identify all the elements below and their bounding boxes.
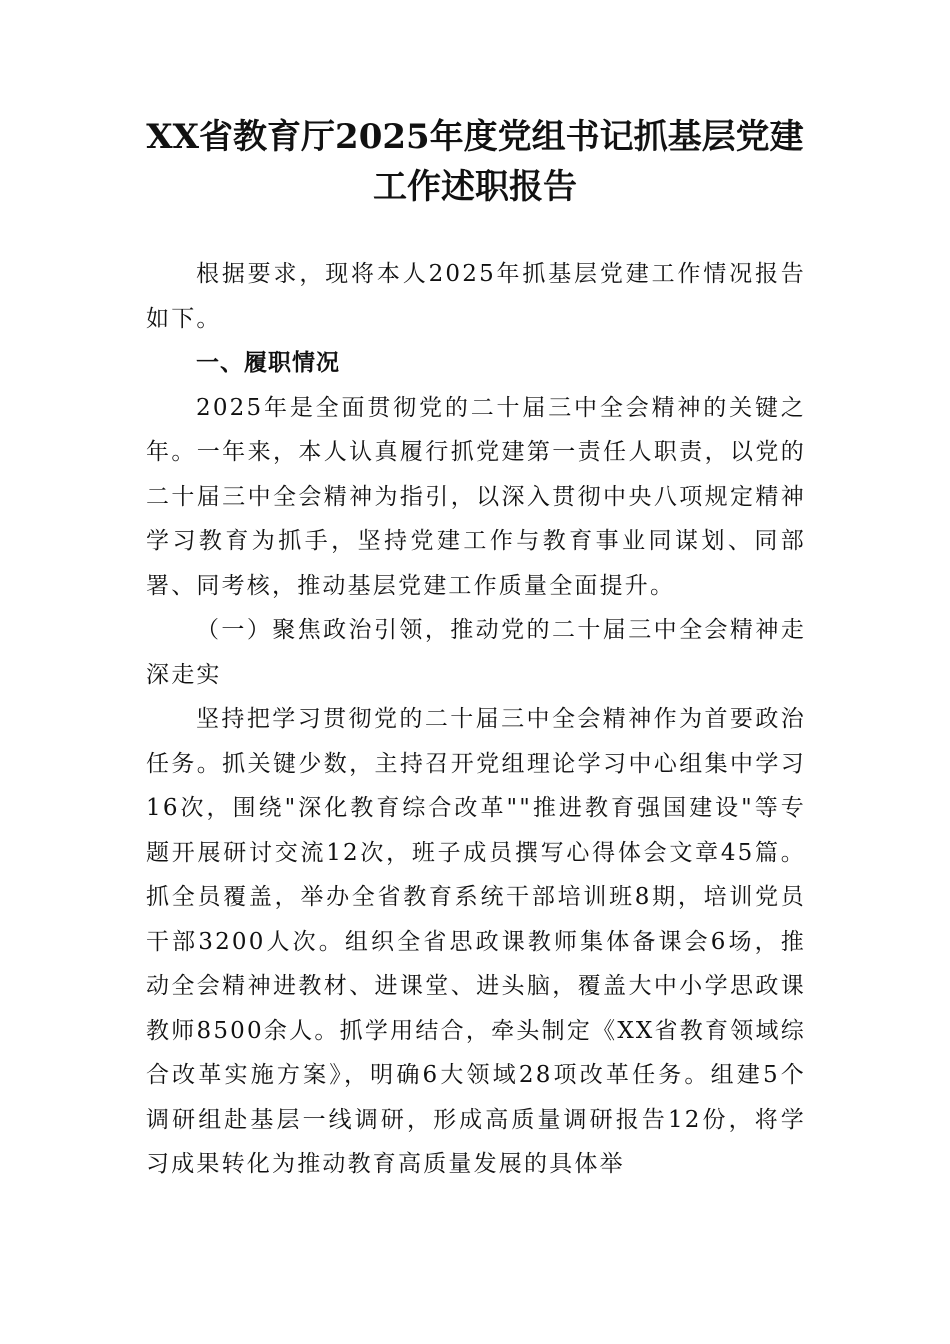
section-heading-performance: 一、履职情况 xyxy=(196,350,340,376)
section-paragraph-overview: 2025年是全面贯彻党的二十届三中全会精神的关键之年。一年来，本人认真履行抓党建第一责任人职责，以党的二十届三中全会精神为指引，以深入贯彻中央八项规定精神学习教育为抓手，坚持党建工作与教育事业同谋划、同部署、同考核，推动基层党建工作质量全面提升。 xyxy=(146,394,806,599)
subsection-paragraph-political-leadership: 坚持把学习贯彻党的二十届三中全会精神作为首要政治任务。抓关键少数，主持召开党组理论学习中心组集中学习16次，围绕"深化教育综合改革""推进教育强国建设"等专题开展研讨交流12次，班子成员撰写心得体会文章45篇。抓全员覆盖，举办全省教育系统干部培训班8期，培训党员干部3200人次。组织全省思政课教师集体备课会6场，推动全会精神进教材、进课堂、进头脑，覆盖大中小学思政课教师8500余人。抓学用结合，牵头制定《XX省教育领域综合改革实施方案》，明确6大领域28项改革任务。组建5个调研组赴基层一线调研，形成高质量调研报告12份，将学习成果转化为推动教育高质量发展的具体举 xyxy=(146,706,806,1177)
document-body xyxy=(146,252,806,1187)
subsection-heading-political-leadership: （一）聚焦政治引领，推动党的二十届三中全会精神走深走实 xyxy=(146,617,806,688)
document-title: XX省教育厅2025年度党组书记抓基层党建工作述职报告 xyxy=(146,117,804,207)
intro-paragraph: 根据要求，现将本人2025年抓基层党建工作情况报告如下。 xyxy=(146,261,806,332)
